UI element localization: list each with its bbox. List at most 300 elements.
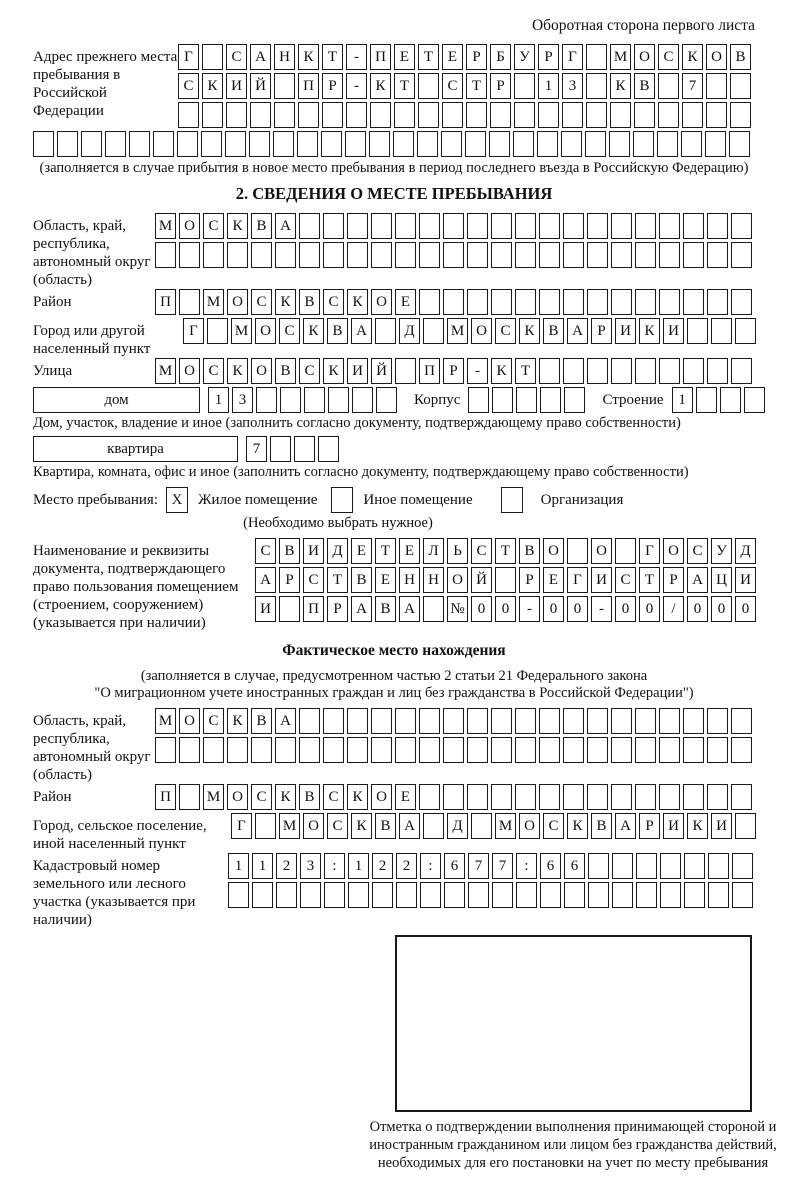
char-cell[interactable] [540,387,561,413]
char-cell[interactable] [395,358,416,384]
char-cell[interactable]: К [227,708,248,734]
char-cell[interactable] [611,737,632,763]
char-cell[interactable] [228,882,249,908]
char-cell[interactable]: В [634,73,655,99]
char-cell[interactable] [252,882,273,908]
char-cell[interactable] [201,131,222,157]
char-cell[interactable] [298,102,319,128]
char-cell[interactable]: С [471,538,492,564]
char-cell[interactable] [347,708,368,734]
char-cell[interactable]: В [275,358,296,384]
char-cell[interactable]: Д [327,538,348,564]
char-cell[interactable] [731,289,752,315]
char-cell[interactable] [635,242,656,268]
char-cell[interactable]: Д [735,538,756,564]
char-cell[interactable]: 1 [252,853,273,879]
char-cell[interactable] [227,242,248,268]
char-cell[interactable] [588,882,609,908]
char-cell[interactable] [586,73,607,99]
char-cell[interactable] [227,737,248,763]
char-cell[interactable]: М [610,44,631,70]
char-cell[interactable] [371,737,392,763]
char-cell[interactable] [202,102,223,128]
char-cell[interactable] [276,882,297,908]
char-cell[interactable]: Р [519,567,540,593]
char-cell[interactable]: Н [274,44,295,70]
char-cell[interactable] [347,242,368,268]
char-cell[interactable]: Е [351,538,372,564]
char-cell[interactable] [635,784,656,810]
char-cell[interactable]: К [682,44,703,70]
char-cell[interactable] [659,737,680,763]
char-cell[interactable]: Е [395,784,416,810]
char-cell[interactable] [516,882,537,908]
char-cell[interactable] [539,737,560,763]
char-cell[interactable]: О [179,708,200,734]
char-cell[interactable] [711,318,732,344]
char-cell[interactable] [659,213,680,239]
char-cell[interactable] [155,242,176,268]
char-cell[interactable] [563,708,584,734]
char-cell[interactable] [33,131,54,157]
char-cell[interactable] [420,882,441,908]
char-cell[interactable] [683,242,704,268]
char-cell[interactable] [419,213,440,239]
char-cell[interactable]: Т [327,567,348,593]
char-cell[interactable] [249,131,270,157]
char-cell[interactable]: И [347,358,368,384]
char-cell[interactable] [273,131,294,157]
char-cell[interactable]: М [203,289,224,315]
char-cell[interactable] [707,358,728,384]
char-cell[interactable] [491,213,512,239]
char-cell[interactable] [395,242,416,268]
char-cell[interactable]: 6 [444,853,465,879]
char-cell[interactable]: И [615,318,636,344]
char-cell[interactable] [203,242,224,268]
char-cell[interactable] [347,213,368,239]
char-cell[interactable]: И [255,596,276,622]
char-cell[interactable] [441,131,462,157]
char-cell[interactable] [419,737,440,763]
char-cell[interactable]: 0 [567,596,588,622]
char-cell[interactable] [707,289,728,315]
char-cell[interactable] [586,102,607,128]
char-cell[interactable]: Р [443,358,464,384]
char-cell[interactable]: Т [394,73,415,99]
char-cell[interactable]: С [658,44,679,70]
char-cell[interactable]: П [298,73,319,99]
char-cell[interactable]: К [351,813,372,839]
char-cell[interactable] [706,102,727,128]
char-cell[interactable] [539,213,560,239]
char-cell[interactable] [299,737,320,763]
char-cell[interactable] [696,387,717,413]
char-cell[interactable] [683,358,704,384]
char-cell[interactable]: 1 [672,387,693,413]
char-cell[interactable] [57,131,78,157]
char-cell[interactable]: С [303,567,324,593]
apartment-type-box[interactable]: квартира [33,436,238,462]
char-cell[interactable] [659,289,680,315]
char-cell[interactable] [683,213,704,239]
char-cell[interactable] [371,213,392,239]
char-cell[interactable]: К [275,289,296,315]
char-cell[interactable]: О [591,538,612,564]
char-cell[interactable] [587,737,608,763]
char-cell[interactable] [731,737,752,763]
char-cell[interactable] [105,131,126,157]
char-cell[interactable] [423,813,444,839]
char-cell[interactable] [660,882,681,908]
char-cell[interactable] [467,289,488,315]
char-cell[interactable] [609,131,630,157]
char-cell[interactable] [563,358,584,384]
char-cell[interactable]: 0 [543,596,564,622]
char-cell[interactable]: О [471,318,492,344]
char-cell[interactable] [375,318,396,344]
char-cell[interactable]: К [347,784,368,810]
char-cell[interactable] [492,882,513,908]
char-cell[interactable]: П [419,358,440,384]
char-cell[interactable] [423,318,444,344]
char-cell[interactable]: Е [399,538,420,564]
char-cell[interactable]: 0 [711,596,732,622]
char-cell[interactable]: / [663,596,684,622]
char-cell[interactable] [274,102,295,128]
char-cell[interactable]: Ц [711,567,732,593]
char-cell[interactable] [705,131,726,157]
char-cell[interactable]: - [519,596,540,622]
char-cell[interactable]: А [687,567,708,593]
char-cell[interactable]: Г [178,44,199,70]
char-cell[interactable] [423,596,444,622]
char-cell[interactable]: Е [375,567,396,593]
char-cell[interactable] [371,708,392,734]
char-cell[interactable]: : [420,853,441,879]
char-cell[interactable] [730,102,751,128]
char-cell[interactable]: С [251,289,272,315]
char-cell[interactable]: В [299,289,320,315]
char-cell[interactable] [587,358,608,384]
char-cell[interactable]: Р [538,44,559,70]
char-cell[interactable]: Д [447,813,468,839]
char-cell[interactable] [731,213,752,239]
char-cell[interactable] [467,213,488,239]
char-cell[interactable] [251,242,272,268]
char-cell[interactable] [226,102,247,128]
char-cell[interactable] [564,387,585,413]
char-cell[interactable]: Е [543,567,564,593]
char-cell[interactable] [730,73,751,99]
char-cell[interactable] [587,784,608,810]
char-cell[interactable] [515,784,536,810]
char-cell[interactable] [707,784,728,810]
char-cell[interactable]: В [327,318,348,344]
char-cell[interactable] [659,358,680,384]
char-cell[interactable]: Т [375,538,396,564]
char-cell[interactable]: Г [231,813,252,839]
char-cell[interactable]: О [303,813,324,839]
char-cell[interactable]: И [735,567,756,593]
char-cell[interactable] [611,289,632,315]
char-cell[interactable]: В [251,708,272,734]
char-cell[interactable] [563,737,584,763]
char-cell[interactable] [611,708,632,734]
char-cell[interactable] [515,289,536,315]
char-cell[interactable] [537,131,558,157]
char-cell[interactable] [561,131,582,157]
char-cell[interactable] [346,102,367,128]
char-cell[interactable]: С [251,784,272,810]
char-cell[interactable]: К [227,213,248,239]
char-cell[interactable] [563,784,584,810]
char-cell[interactable]: С [327,813,348,839]
char-cell[interactable]: В [375,596,396,622]
char-cell[interactable] [155,737,176,763]
char-cell[interactable]: С [495,318,516,344]
char-cell[interactable]: А [275,708,296,734]
char-cell[interactable]: К [227,358,248,384]
char-cell[interactable]: Л [423,538,444,564]
char-cell[interactable]: Й [250,73,271,99]
char-cell[interactable]: С [226,44,247,70]
char-cell[interactable]: 0 [615,596,636,622]
char-cell[interactable] [323,708,344,734]
char-cell[interactable] [323,213,344,239]
char-cell[interactable]: С [299,358,320,384]
char-cell[interactable]: В [519,538,540,564]
char-cell[interactable] [659,784,680,810]
char-cell[interactable]: О [227,289,248,315]
char-cell[interactable] [468,387,489,413]
char-cell[interactable]: К [323,358,344,384]
char-cell[interactable] [203,737,224,763]
char-cell[interactable] [514,73,535,99]
char-cell[interactable]: 2 [396,853,417,879]
checkbox-other-premises[interactable] [331,487,353,513]
char-cell[interactable] [372,882,393,908]
char-cell[interactable] [683,737,704,763]
char-cell[interactable] [735,813,756,839]
char-cell[interactable] [294,436,315,462]
char-cell[interactable]: А [567,318,588,344]
char-cell[interactable] [418,102,439,128]
char-cell[interactable] [708,882,729,908]
char-cell[interactable] [225,131,246,157]
char-cell[interactable]: В [543,318,564,344]
char-cell[interactable] [443,289,464,315]
char-cell[interactable] [611,242,632,268]
char-cell[interactable] [587,708,608,734]
char-cell[interactable] [250,102,271,128]
char-cell[interactable]: Т [418,44,439,70]
char-cell[interactable]: 0 [471,596,492,622]
char-cell[interactable] [682,102,703,128]
char-cell[interactable] [610,102,631,128]
char-cell[interactable]: Г [639,538,660,564]
char-cell[interactable] [683,708,704,734]
char-cell[interactable] [720,387,741,413]
char-cell[interactable] [270,436,291,462]
char-cell[interactable] [563,242,584,268]
char-cell[interactable] [731,784,752,810]
char-cell[interactable]: С [543,813,564,839]
char-cell[interactable] [515,708,536,734]
char-cell[interactable] [251,737,272,763]
char-cell[interactable] [658,73,679,99]
char-cell[interactable]: К [303,318,324,344]
char-cell[interactable] [348,882,369,908]
char-cell[interactable]: Г [567,567,588,593]
char-cell[interactable] [442,102,463,128]
char-cell[interactable]: 6 [564,853,585,879]
char-cell[interactable]: Т [515,358,536,384]
char-cell[interactable] [633,131,654,157]
char-cell[interactable] [395,213,416,239]
char-cell[interactable] [635,708,656,734]
char-cell[interactable] [683,784,704,810]
char-cell[interactable]: - [346,44,367,70]
char-cell[interactable] [735,318,756,344]
char-cell[interactable] [635,213,656,239]
char-cell[interactable]: № [447,596,468,622]
char-cell[interactable]: К [370,73,391,99]
char-cell[interactable]: О [227,784,248,810]
char-cell[interactable]: А [351,596,372,622]
char-cell[interactable]: О [255,318,276,344]
char-cell[interactable]: Н [399,567,420,593]
char-cell[interactable]: К [610,73,631,99]
char-cell[interactable] [179,242,200,268]
char-cell[interactable] [657,131,678,157]
char-cell[interactable] [707,708,728,734]
char-cell[interactable]: О [663,538,684,564]
char-cell[interactable]: Ь [447,538,468,564]
char-cell[interactable] [615,538,636,564]
char-cell[interactable] [394,102,415,128]
char-cell[interactable] [587,213,608,239]
char-cell[interactable] [419,289,440,315]
char-cell[interactable] [304,387,325,413]
char-cell[interactable]: В [279,538,300,564]
char-cell[interactable] [515,213,536,239]
char-cell[interactable]: М [155,708,176,734]
char-cell[interactable] [612,882,633,908]
char-cell[interactable]: И [591,567,612,593]
char-cell[interactable]: К [567,813,588,839]
char-cell[interactable] [419,242,440,268]
char-cell[interactable] [515,737,536,763]
char-cell[interactable]: - [591,596,612,622]
char-cell[interactable]: П [155,784,176,810]
char-cell[interactable] [707,242,728,268]
char-cell[interactable] [732,853,753,879]
char-cell[interactable] [468,882,489,908]
char-cell[interactable]: Н [423,567,444,593]
char-cell[interactable]: Й [371,358,392,384]
char-cell[interactable] [443,242,464,268]
char-cell[interactable]: С [203,213,224,239]
char-cell[interactable] [299,242,320,268]
char-cell[interactable] [369,131,390,157]
char-cell[interactable] [419,708,440,734]
char-cell[interactable] [539,358,560,384]
char-cell[interactable] [563,289,584,315]
char-cell[interactable]: Й [471,567,492,593]
char-cell[interactable] [321,131,342,157]
char-cell[interactable] [418,73,439,99]
char-cell[interactable]: В [351,567,372,593]
char-cell[interactable]: 1 [348,853,369,879]
char-cell[interactable] [659,708,680,734]
char-cell[interactable] [729,131,750,157]
char-cell[interactable] [467,242,488,268]
char-cell[interactable] [323,242,344,268]
char-cell[interactable]: В [375,813,396,839]
char-cell[interactable] [492,387,513,413]
char-cell[interactable]: О [634,44,655,70]
char-cell[interactable] [539,242,560,268]
char-cell[interactable] [515,242,536,268]
char-cell[interactable]: В [251,213,272,239]
char-cell[interactable] [490,102,511,128]
char-cell[interactable]: Т [466,73,487,99]
char-cell[interactable]: К [491,358,512,384]
char-cell[interactable] [467,784,488,810]
char-cell[interactable]: : [516,853,537,879]
char-cell[interactable] [539,708,560,734]
char-cell[interactable]: А [275,213,296,239]
checkbox-residential[interactable]: X [166,487,188,513]
char-cell[interactable]: П [155,289,176,315]
char-cell[interactable]: 1 [208,387,229,413]
char-cell[interactable] [179,737,200,763]
char-cell[interactable]: М [203,784,224,810]
char-cell[interactable]: 2 [276,853,297,879]
char-cell[interactable] [395,737,416,763]
char-cell[interactable]: В [299,784,320,810]
char-cell[interactable] [300,882,321,908]
char-cell[interactable] [275,737,296,763]
char-cell[interactable] [687,318,708,344]
char-cell[interactable]: М [495,813,516,839]
char-cell[interactable]: 7 [468,853,489,879]
char-cell[interactable]: О [179,358,200,384]
char-cell[interactable] [177,131,198,157]
char-cell[interactable]: К [298,44,319,70]
char-cell[interactable]: С [615,567,636,593]
char-cell[interactable]: Р [466,44,487,70]
char-cell[interactable] [732,882,753,908]
char-cell[interactable] [684,882,705,908]
char-cell[interactable]: У [514,44,535,70]
char-cell[interactable] [443,784,464,810]
char-cell[interactable]: М [447,318,468,344]
char-cell[interactable]: Е [394,44,415,70]
char-cell[interactable] [318,436,339,462]
char-cell[interactable]: О [179,213,200,239]
char-cell[interactable]: Р [663,567,684,593]
char-cell[interactable] [495,567,516,593]
char-cell[interactable]: М [279,813,300,839]
char-cell[interactable] [396,882,417,908]
char-cell[interactable] [280,387,301,413]
char-cell[interactable]: С [255,538,276,564]
char-cell[interactable]: 0 [687,596,708,622]
char-cell[interactable]: С [279,318,300,344]
char-cell[interactable]: А [615,813,636,839]
